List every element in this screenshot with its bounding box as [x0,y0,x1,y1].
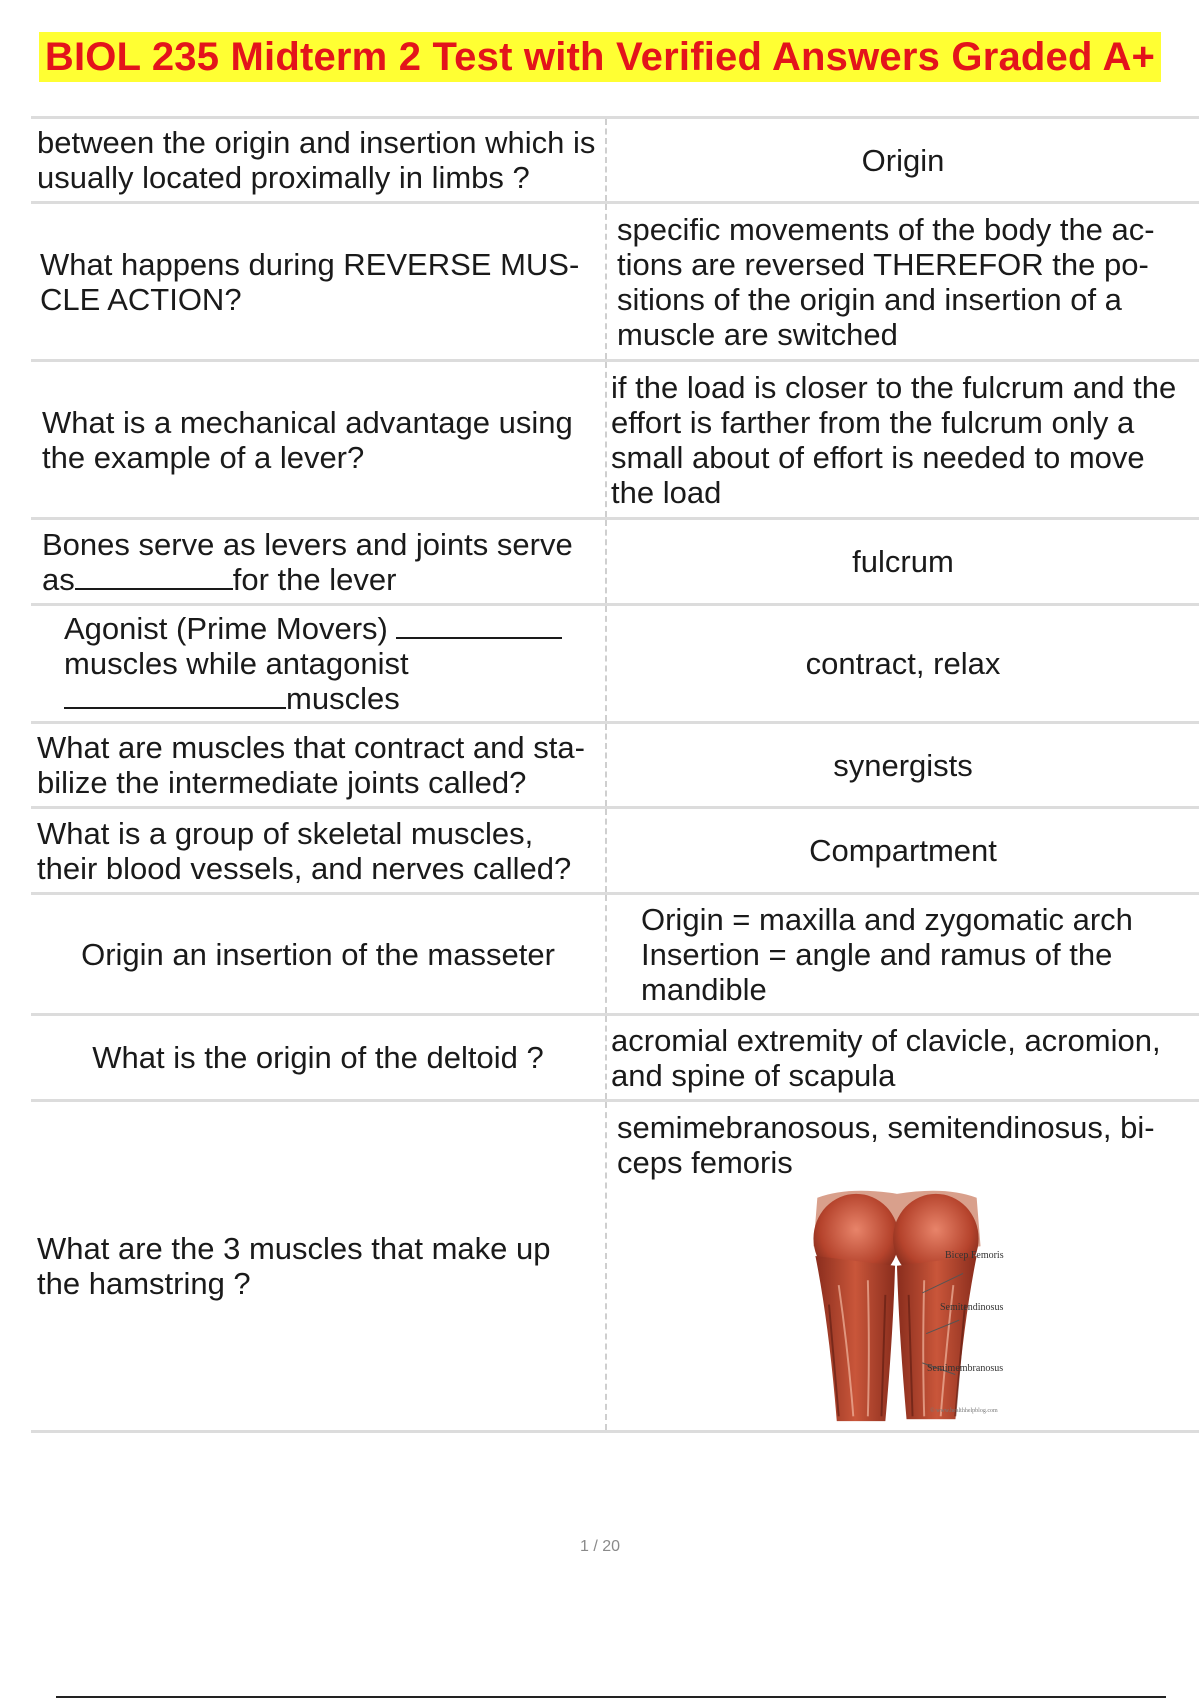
document-title: BIOL 235 Midterm 2 Test with Verified Answers Graded A+ [39,32,1161,82]
answer-line: Insertion = angle and ramus of the mandible [641,936,1113,1007]
table-row [31,721,1199,806]
answer-cell: synergists [833,747,973,783]
answer-cell: Origin [861,142,945,178]
question-text-part: muscles while antagonist [64,646,409,681]
answer-cell [607,1102,1199,1430]
table-row [31,116,1199,201]
fill-in-blank [396,611,562,639]
title-container [0,32,1200,82]
question-cell [31,520,607,603]
question-text-part: Bones serve as levers and joints serve as [42,526,573,597]
answer-cell: fulcrum [852,544,954,579]
question-text-part: Agonist (Prime Movers) [64,611,388,646]
answer-cell: acromial extremity of clavicle, acromion, and spine of scapula [611,1022,1161,1093]
table-row [31,603,1199,721]
figure-label: Semimembranosus [927,1363,1004,1374]
question-cell: What is a group of skeletal muscles, their blood vessels, and nerves called? [31,809,607,892]
question-cell: What are muscles that contract and sta- bilize the intermediate joints called? [31,724,607,806]
page-indicator: 1 / 20 [579,1538,621,1555]
table-row [31,359,1199,517]
question-cell [31,606,607,721]
question-cell: Origin an insertion of the masseter [31,895,607,1013]
answer-cell [607,895,1199,1013]
answer-cell: specific movements of the body the ac- tions are reversed THEREFOR the po- sitions of the origin and insertion of a muscle are switched [617,211,1155,352]
question-cell: What happens during REVERSE MUS- CLE ACTION? [31,204,607,359]
answer-cell: Compartment [809,833,997,868]
table-row [31,806,1199,892]
question-cell: between the origin and insertion which is usually located proximally in limbs ? [31,119,607,201]
figure-label: Bicep Femoris [945,1250,1004,1261]
answer-text: semimebranosous, semitendinosus, bi- ceps femoris [617,1110,1155,1180]
question-cell: What are the 3 muscles that make up the hamstring ? [31,1102,607,1430]
figure-credit: © www.healthhelpblog.com [930,1408,998,1414]
answer-line: Origin = maxilla and zygomatic arch [641,901,1133,937]
table-row [31,517,1199,603]
table-row [31,201,1199,359]
table-row [31,1099,1199,1433]
flashcard-table [31,116,1199,1433]
question-cell: What is a mechanical advantage using the example of a lever? [31,362,607,517]
divider [56,1696,1166,1698]
hamstring-illustration [797,1188,997,1426]
fill-in-blank [64,681,286,709]
question-text-part: for the lever [232,561,397,597]
table-row [31,1013,1199,1099]
fill-in-blank [75,562,233,590]
question-cell: What is the origin of the deltoid ? [31,1016,607,1099]
figure-label: Semitendinosus [940,1302,1004,1313]
answer-cell: contract, relax [805,646,1001,681]
question-text-part: muscles [286,681,400,716]
answer-cell: if the load is closer to the fulcrum and the effort is farther from the fulcrum only a small about of effort is needed to move the load [611,369,1177,510]
table-row [31,892,1199,1013]
